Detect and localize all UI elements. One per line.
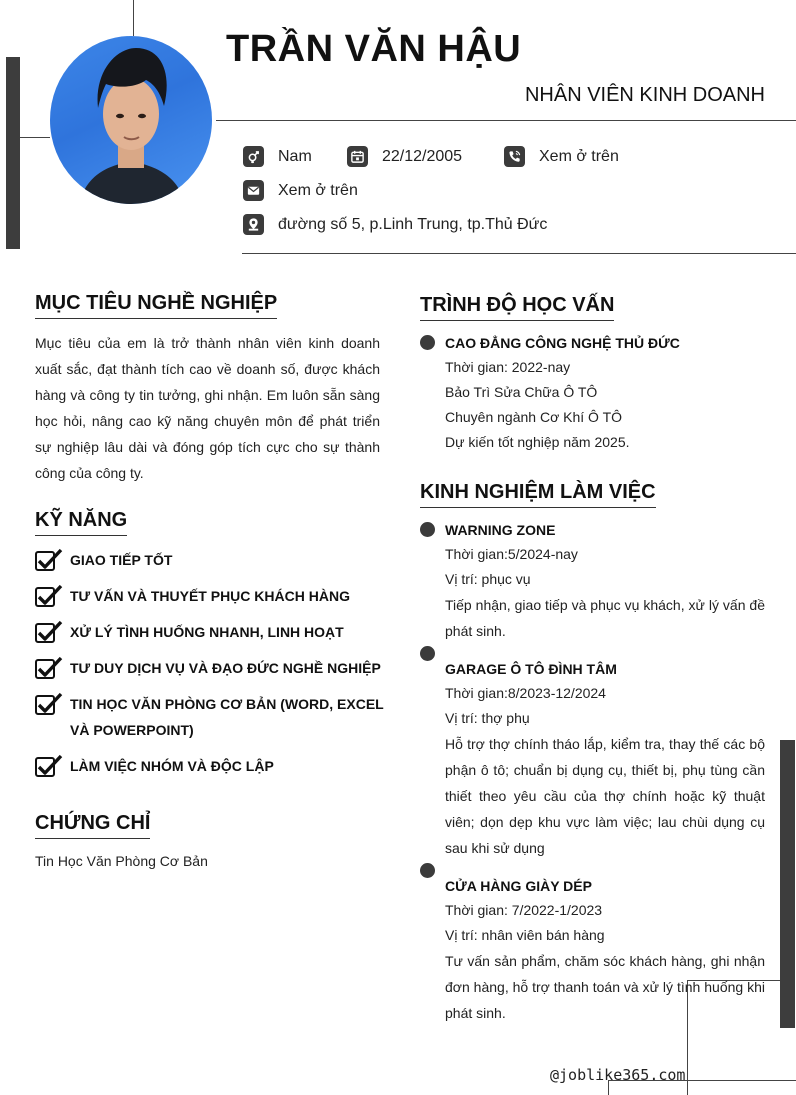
bullet-dot xyxy=(420,335,435,350)
skill-item xyxy=(35,691,385,743)
education-line: Thời gian: 2022-nay xyxy=(445,359,571,375)
bullet-dot xyxy=(420,646,435,661)
skill-item xyxy=(35,619,385,645)
job-time: Thời gian:5/2024-nay xyxy=(445,546,578,562)
education-line: Chuyên ngành Cơ Khí Ô TÔ xyxy=(445,409,623,425)
checkbox-check-icon xyxy=(35,620,63,644)
left-connector-line xyxy=(20,137,50,138)
location-icon xyxy=(243,214,264,235)
education-line: Bảo Trì Sửa Chữa Ô TÔ xyxy=(445,384,598,400)
left-accent-bar xyxy=(6,57,20,249)
company-name: CỬA HÀNG GIÀY DÉP xyxy=(445,878,592,894)
gender-value: Nam xyxy=(278,147,312,165)
certificate-item: Tin Học Văn Phòng Cơ Bản xyxy=(35,853,208,869)
phone-value: Xem ở trên xyxy=(539,147,619,165)
objective-heading: MỤC TIÊU NGHỀ NGHIỆP xyxy=(35,292,277,319)
contact-row-1 xyxy=(243,146,619,167)
education-line: Dự kiến tốt nghiệp năm 2025. xyxy=(445,434,630,450)
profile-photo xyxy=(50,36,212,204)
skill-item xyxy=(35,753,385,779)
skill-item xyxy=(35,583,385,609)
job-time: Thời gian: 7/2022-1/2023 xyxy=(445,902,603,918)
company-name: WARNING ZONE xyxy=(445,522,556,538)
bullet-dot xyxy=(420,863,435,878)
experience-heading: KINH NGHIỆM LÀM VIỆC xyxy=(420,481,656,508)
header-divider-bottom xyxy=(242,253,796,254)
skill-label: TƯ VẤN VÀ THUYẾT PHỤC KHÁCH HÀNG xyxy=(70,588,350,604)
calendar-icon xyxy=(347,146,368,167)
skill-item xyxy=(35,655,385,681)
skill-label: TƯ DUY DỊCH VỤ VÀ ĐẠO ĐỨC NGHỀ NGHIỆP xyxy=(70,660,381,676)
right-accent-bar xyxy=(780,740,795,1028)
job-entry xyxy=(445,874,765,1026)
gender-icon xyxy=(243,146,264,167)
job-entry xyxy=(445,518,765,644)
skill-label: GIAO TIẾP TỐT xyxy=(70,552,173,568)
email-item xyxy=(243,180,358,201)
gender-item xyxy=(243,146,347,167)
job-description: Hỗ trợ thợ chính tháo lắp, kiểm tra, thay thế các bộ phận ô tô; chuẩn bị dụng cụ, thiết bị, phụ tùng cần thiết theo yêu cầu của thợ chính hoặc kỹ thuật viên; dọn dẹp khu vực làm việc; lau chùi dụng cụ sau khi sử dụng xyxy=(445,736,765,856)
top-vertical-line xyxy=(133,0,134,36)
education-entry xyxy=(445,331,765,455)
job-position: Vị trí: phục vụ xyxy=(445,571,531,587)
contact-row-2 xyxy=(243,180,358,201)
bullet-dot xyxy=(420,522,435,537)
address-item xyxy=(243,214,547,235)
checkbox-check-icon xyxy=(35,754,63,778)
header-divider-top xyxy=(216,120,796,121)
checkbox-check-icon xyxy=(35,656,63,680)
school-name: CAO ĐẲNG CÔNG NGHỆ THỦ ĐỨC xyxy=(445,335,680,351)
address-value: đường số 5, p.Linh Trung, tp.Thủ Đức xyxy=(278,215,548,233)
footer-brand: @joblike365.com xyxy=(550,1066,686,1084)
checkbox-check-icon xyxy=(35,548,63,572)
job-time: Thời gian:8/2023-12/2024 xyxy=(445,685,606,701)
job-entry xyxy=(445,657,765,861)
dob-value: 22/12/2005 xyxy=(382,147,463,165)
job-description: Tư vấn sản phẩm, chăm sóc khách hàng, ghi nhận đơn hàng, hỗ trợ thanh toán và xử lý tình huống khi phát sinh. xyxy=(445,953,765,1021)
job-position: Vị trí: thợ phụ xyxy=(445,710,530,726)
job-position: Vị trí: nhân viên bán hàng xyxy=(445,927,605,943)
candidate-name: TRẦN VĂN HẬU xyxy=(226,28,522,70)
contact-row-3 xyxy=(243,214,547,235)
phone-item xyxy=(504,146,619,167)
job-title: NHÂN VIÊN KINH DOANH xyxy=(524,84,765,106)
company-name: GARAGE Ô TÔ ĐÌNH TÂM xyxy=(445,661,617,677)
dob-item xyxy=(347,146,504,167)
person-portrait-icon xyxy=(50,36,212,204)
certificates-heading: CHỨNG CHỈ xyxy=(35,812,150,839)
education-heading: TRÌNH ĐỘ HỌC VẤN xyxy=(420,294,614,321)
skill-label: XỬ LÝ TÌNH HUỐNG NHANH, LINH HOẠT xyxy=(70,624,344,640)
email-icon xyxy=(243,180,264,201)
skills-heading: KỸ NĂNG xyxy=(35,509,127,536)
objective-text: Mục tiêu của em là trở thành nhân viên kinh doanh xuất sắc, đạt thành tích cao về doanh số, được khách hàng và công ty tin tưởng, ghi nhận. Em luôn sẵn sàng học hỏi, nâng cao kỹ năng chuyên môn để phát triển sự nghiệp lâu dài và đóng góp tích cực cho sự thành công của công ty. xyxy=(35,335,380,481)
phone-icon xyxy=(504,146,525,167)
checkbox-check-icon xyxy=(35,692,63,716)
skill-label: LÀM VIỆC NHÓM VÀ ĐỘC LẬP xyxy=(70,758,274,774)
checkbox-check-icon xyxy=(35,584,63,608)
skill-label: TIN HỌC VĂN PHÒNG CƠ BẢN (WORD, EXCEL VÀ POWERPOINT) xyxy=(70,696,384,738)
skill-item xyxy=(35,547,385,573)
job-description: Tiếp nhận, giao tiếp và phục vụ khách, xử lý vấn đề phát sinh. xyxy=(445,597,765,639)
email-value: Xem ở trên xyxy=(278,181,358,199)
